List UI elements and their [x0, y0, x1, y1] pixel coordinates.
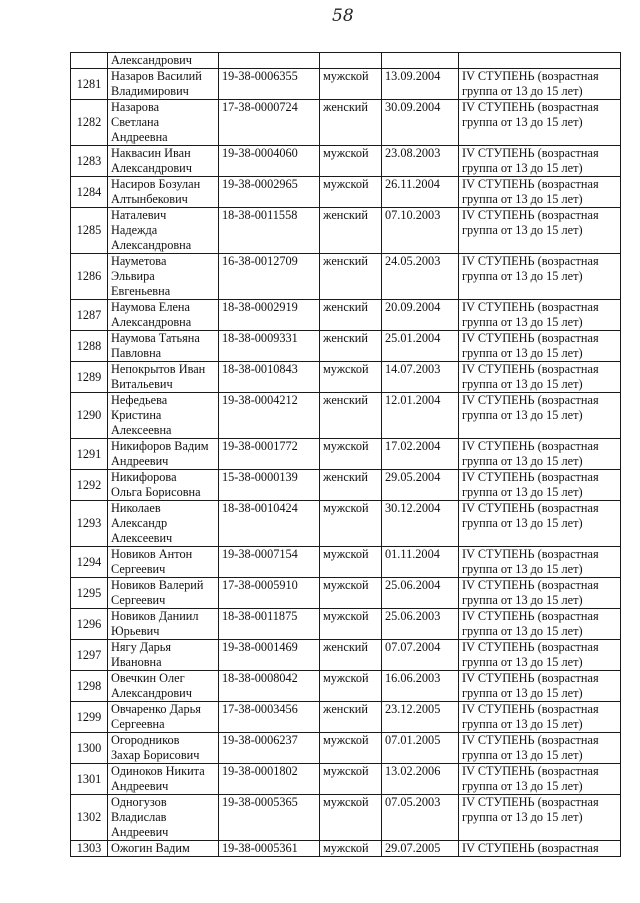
full-name-line: Захар Борисович	[111, 748, 200, 762]
level-line: группа от 13 до 15 лет)	[462, 408, 583, 422]
birth-date: 23.12.2005	[382, 702, 459, 733]
uin-code	[219, 53, 320, 69]
row-number: 1293	[71, 501, 108, 547]
table-row	[71, 439, 621, 470]
full-name-cell	[108, 362, 219, 393]
row-number: 1299	[71, 702, 108, 733]
full-name-line: Ивановна	[111, 655, 162, 669]
gender: мужской	[320, 362, 382, 393]
gender: женский	[320, 100, 382, 146]
full-name-line: Павловна	[111, 346, 162, 360]
level-cell	[459, 208, 621, 254]
table-row	[71, 470, 621, 501]
level-line: IV СТУПЕНЬ (возрастная	[462, 100, 599, 114]
uin-code: 18-38-0010424	[219, 501, 320, 547]
level-line: группа от 13 до 15 лет)	[462, 192, 583, 206]
birth-date: 25.06.2003	[382, 609, 459, 640]
full-name-line: Овечкин Олег	[111, 671, 185, 685]
level-line: группа от 13 до 15 лет)	[462, 84, 583, 98]
level-line: группа от 13 до 15 лет)	[462, 516, 583, 530]
table-row	[71, 702, 621, 733]
full-name-line: Новиков Валерий	[111, 578, 204, 592]
full-name-cell	[108, 177, 219, 208]
full-name-line: Никифорова	[111, 470, 177, 484]
full-name-cell	[108, 53, 219, 69]
level-line: IV СТУПЕНЬ (возрастная	[462, 254, 599, 268]
level-line: IV СТУПЕНЬ (возрастная	[462, 795, 599, 809]
full-name-line: Эльвира	[111, 269, 155, 283]
level-cell	[459, 100, 621, 146]
table-row	[71, 501, 621, 547]
full-name-cell	[108, 254, 219, 300]
level-cell	[459, 439, 621, 470]
row-number: 1303	[71, 841, 108, 857]
row-number: 1295	[71, 578, 108, 609]
table-row	[71, 254, 621, 300]
level-line: IV СТУПЕНЬ (возрастная	[462, 702, 599, 716]
full-name-cell	[108, 795, 219, 841]
level-line: группа от 13 до 15 лет)	[462, 686, 583, 700]
full-name-line: Александр	[111, 516, 168, 530]
full-name-line: Алтынбекович	[111, 192, 188, 206]
birth-date: 30.12.2004	[382, 501, 459, 547]
level-line: IV СТУПЕНЬ (возрастная	[462, 671, 599, 685]
level-line: IV СТУПЕНЬ (возрастная	[462, 331, 599, 345]
row-number: 1292	[71, 470, 108, 501]
level-line: группа от 13 до 15 лет)	[462, 223, 583, 237]
table-row	[71, 69, 621, 100]
uin-code: 19-38-0004212	[219, 393, 320, 439]
birth-date: 20.09.2004	[382, 300, 459, 331]
level-line: группа от 13 до 15 лет)	[462, 485, 583, 499]
level-cell	[459, 69, 621, 100]
full-name-line: Наквасин Иван	[111, 146, 191, 160]
full-name-cell	[108, 69, 219, 100]
full-name-cell	[108, 470, 219, 501]
full-name-cell	[108, 671, 219, 702]
full-name-line: Светлана	[111, 115, 160, 129]
row-number: 1289	[71, 362, 108, 393]
level-cell	[459, 331, 621, 362]
level-line: IV СТУПЕНЬ (возрастная	[462, 547, 599, 561]
row-number: 1296	[71, 609, 108, 640]
table-row	[71, 208, 621, 254]
full-name-cell	[108, 547, 219, 578]
uin-code: 19-38-0001772	[219, 439, 320, 470]
uin-code: 18-38-0011875	[219, 609, 320, 640]
uin-code: 19-38-0001469	[219, 640, 320, 671]
full-name-line: Одногузов	[111, 795, 167, 809]
table-row	[71, 393, 621, 439]
full-name-line: Овчаренко Дарья	[111, 702, 201, 716]
table-row	[71, 795, 621, 841]
row-number: 1291	[71, 439, 108, 470]
table-row	[71, 53, 621, 69]
full-name-line: Нефедьева	[111, 393, 168, 407]
level-cell	[459, 470, 621, 501]
uin-code: 19-38-0002965	[219, 177, 320, 208]
gender: женский	[320, 254, 382, 300]
gender: мужской	[320, 795, 382, 841]
table-body	[71, 53, 621, 857]
level-line: группа от 13 до 15 лет)	[462, 115, 583, 129]
table-row	[71, 841, 621, 857]
level-cell	[459, 764, 621, 795]
full-name-line: Назаров Василий	[111, 69, 202, 83]
table-row	[71, 100, 621, 146]
level-line: IV СТУПЕНЬ (возрастная	[462, 609, 599, 623]
row-number: 1294	[71, 547, 108, 578]
row-number: 1301	[71, 764, 108, 795]
full-name-cell	[108, 393, 219, 439]
uin-code: 19-38-0006237	[219, 733, 320, 764]
uin-code: 16-38-0012709	[219, 254, 320, 300]
uin-code: 18-38-0008042	[219, 671, 320, 702]
level-cell	[459, 146, 621, 177]
table-row	[71, 146, 621, 177]
row-number: 1283	[71, 146, 108, 177]
uin-code: 17-38-0000724	[219, 100, 320, 146]
full-name-cell	[108, 702, 219, 733]
full-name-line: Огородников	[111, 733, 180, 747]
gender: женский	[320, 702, 382, 733]
full-name-line: Новиков Даниил	[111, 609, 199, 623]
birth-date: 25.01.2004	[382, 331, 459, 362]
gender: мужской	[320, 501, 382, 547]
table-row	[71, 640, 621, 671]
level-line: группа от 13 до 15 лет)	[462, 624, 583, 638]
full-name-cell	[108, 501, 219, 547]
level-line: группа от 13 до 15 лет)	[462, 748, 583, 762]
birth-date: 12.01.2004	[382, 393, 459, 439]
full-name-line: Сергеевич	[111, 562, 166, 576]
full-name-line: Владислав	[111, 810, 167, 824]
row-number: 1298	[71, 671, 108, 702]
full-name-line: Наумова Елена	[111, 300, 190, 314]
level-line: группа от 13 до 15 лет)	[462, 562, 583, 576]
birth-date: 29.05.2004	[382, 470, 459, 501]
level-line: группа от 13 до 15 лет)	[462, 810, 583, 824]
uin-code: 15-38-0000139	[219, 470, 320, 501]
full-name-line: Насиров Бозулан	[111, 177, 201, 191]
full-name-line: Надежда	[111, 223, 158, 237]
birth-date: 17.02.2004	[382, 439, 459, 470]
full-name-line: Александровна	[111, 238, 192, 252]
row-number	[71, 53, 108, 69]
gender: мужской	[320, 578, 382, 609]
full-name-cell	[108, 578, 219, 609]
full-name-cell	[108, 841, 219, 857]
level-cell	[459, 609, 621, 640]
full-name-line: Ожогин Вадим	[111, 841, 190, 855]
table-row	[71, 764, 621, 795]
birth-date: 07.10.2003	[382, 208, 459, 254]
uin-code: 19-38-0005365	[219, 795, 320, 841]
birth-date: 07.07.2004	[382, 640, 459, 671]
birth-date: 24.05.2003	[382, 254, 459, 300]
full-name-cell	[108, 609, 219, 640]
table-row	[71, 671, 621, 702]
full-name-cell	[108, 208, 219, 254]
level-line: IV СТУПЕНЬ (возрастная	[462, 362, 599, 376]
row-number: 1288	[71, 331, 108, 362]
full-name-line: Николаев	[111, 501, 161, 515]
level-line: IV СТУПЕНЬ (возрастная	[462, 841, 599, 855]
level-line: IV СТУПЕНЬ (возрастная	[462, 640, 599, 654]
full-name-line: Андреевна	[111, 130, 168, 144]
full-name-line: Одиноков Никита	[111, 764, 205, 778]
full-name-line: Непокрытов Иван	[111, 362, 206, 376]
full-name-cell	[108, 733, 219, 764]
birth-date: 13.02.2006	[382, 764, 459, 795]
gender: женский	[320, 331, 382, 362]
full-name-line: Андреевич	[111, 825, 169, 839]
table-row	[71, 331, 621, 362]
full-name-cell	[108, 331, 219, 362]
level-line: IV СТУПЕНЬ (возрастная	[462, 470, 599, 484]
birth-date: 29.07.2005	[382, 841, 459, 857]
table-row	[71, 609, 621, 640]
gender: женский	[320, 470, 382, 501]
gender: мужской	[320, 547, 382, 578]
uin-code: 18-38-0002919	[219, 300, 320, 331]
level-cell	[459, 501, 621, 547]
level-cell	[459, 640, 621, 671]
level-cell	[459, 841, 621, 857]
gender: мужской	[320, 439, 382, 470]
gender: мужской	[320, 609, 382, 640]
level-line: IV СТУПЕНЬ (возрастная	[462, 733, 599, 747]
level-line: группа от 13 до 15 лет)	[462, 269, 583, 283]
full-name-line: Кристина	[111, 408, 162, 422]
full-name-line: Ольга Борисовна	[111, 485, 201, 499]
full-name-cell	[108, 100, 219, 146]
level-cell	[459, 702, 621, 733]
full-name-line: Нягу Дарья	[111, 640, 172, 654]
level-cell	[459, 362, 621, 393]
row-number: 1297	[71, 640, 108, 671]
table-row	[71, 733, 621, 764]
uin-code: 18-38-0010843	[219, 362, 320, 393]
level-line: IV СТУПЕНЬ (возрастная	[462, 300, 599, 314]
birth-date: 16.06.2003	[382, 671, 459, 702]
uin-code: 19-38-0004060	[219, 146, 320, 177]
birth-date: 23.08.2003	[382, 146, 459, 177]
row-number: 1286	[71, 254, 108, 300]
level-cell	[459, 578, 621, 609]
full-name-line: Наталевич	[111, 208, 167, 222]
level-line: группа от 13 до 15 лет)	[462, 315, 583, 329]
full-name-cell	[108, 640, 219, 671]
level-line: IV СТУПЕНЬ (возрастная	[462, 208, 599, 222]
full-name-cell	[108, 146, 219, 177]
birth-date: 01.11.2004	[382, 547, 459, 578]
uin-code: 19-38-0001802	[219, 764, 320, 795]
level-cell	[459, 393, 621, 439]
birth-date: 25.06.2004	[382, 578, 459, 609]
level-cell	[459, 254, 621, 300]
row-number: 1282	[71, 100, 108, 146]
level-cell	[459, 733, 621, 764]
level-line: группа от 13 до 15 лет)	[462, 717, 583, 731]
birth-date: 30.09.2004	[382, 100, 459, 146]
full-name-line: Александрович	[111, 161, 192, 175]
level-cell	[459, 547, 621, 578]
uin-code: 19-38-0006355	[219, 69, 320, 100]
birth-date: 13.09.2004	[382, 69, 459, 100]
gender: женский	[320, 208, 382, 254]
birth-date: 07.05.2003	[382, 795, 459, 841]
level-line: IV СТУПЕНЬ (возрастная	[462, 578, 599, 592]
full-name-line: Новиков Антон	[111, 547, 193, 561]
full-name-line: Витальевич	[111, 377, 173, 391]
full-name-line: Алексеевна	[111, 423, 172, 437]
level-line: группа от 13 до 15 лет)	[462, 779, 583, 793]
birth-date: 26.11.2004	[382, 177, 459, 208]
gender: мужской	[320, 764, 382, 795]
row-number: 1302	[71, 795, 108, 841]
uin-code: 17-38-0003456	[219, 702, 320, 733]
table-row	[71, 177, 621, 208]
full-name-line: Евгеньевна	[111, 284, 171, 298]
level-line: группа от 13 до 15 лет)	[462, 454, 583, 468]
level-cell	[459, 53, 621, 69]
participants-table	[70, 52, 621, 857]
uin-code: 19-38-0005361	[219, 841, 320, 857]
level-cell	[459, 795, 621, 841]
level-line: группа от 13 до 15 лет)	[462, 346, 583, 360]
row-number: 1287	[71, 300, 108, 331]
gender: женский	[320, 393, 382, 439]
full-name-line: Назарова	[111, 100, 160, 114]
birth-date	[382, 53, 459, 69]
full-name-line: Никифоров Вадим	[111, 439, 209, 453]
birth-date: 14.07.2003	[382, 362, 459, 393]
level-line: группа от 13 до 15 лет)	[462, 593, 583, 607]
row-number: 1300	[71, 733, 108, 764]
gender: мужской	[320, 69, 382, 100]
level-cell	[459, 671, 621, 702]
gender: мужской	[320, 841, 382, 857]
table-row	[71, 578, 621, 609]
level-line: группа от 13 до 15 лет)	[462, 655, 583, 669]
gender: мужской	[320, 146, 382, 177]
full-name-line: Науметова	[111, 254, 167, 268]
full-name-cell	[108, 764, 219, 795]
gender: мужской	[320, 177, 382, 208]
full-name-cell	[108, 439, 219, 470]
level-line: IV СТУПЕНЬ (возрастная	[462, 764, 599, 778]
full-name-line: Андреевич	[111, 779, 169, 793]
full-name-line: Сергеевич	[111, 593, 166, 607]
level-line: группа от 13 до 15 лет)	[462, 377, 583, 391]
full-name-line: Андреевич	[111, 454, 169, 468]
level-line: IV СТУПЕНЬ (возрастная	[462, 177, 599, 191]
table-row	[71, 547, 621, 578]
level-cell	[459, 177, 621, 208]
uin-code: 18-38-0011558	[219, 208, 320, 254]
full-name-line: Александрович	[111, 53, 192, 67]
gender: мужской	[320, 733, 382, 764]
full-name-line: Наумова Татьяна	[111, 331, 200, 345]
gender: женский	[320, 300, 382, 331]
row-number: 1281	[71, 69, 108, 100]
full-name-line: Владимирович	[111, 84, 189, 98]
level-line: IV СТУПЕНЬ (возрастная	[462, 439, 599, 453]
row-number: 1290	[71, 393, 108, 439]
birth-date: 07.01.2005	[382, 733, 459, 764]
gender	[320, 53, 382, 69]
level-line: IV СТУПЕНЬ (возрастная	[462, 69, 599, 83]
gender: женский	[320, 640, 382, 671]
full-name-line: Александрович	[111, 686, 192, 700]
full-name-line: Сергеевна	[111, 717, 165, 731]
row-number: 1285	[71, 208, 108, 254]
full-name-line: Александровна	[111, 315, 192, 329]
table-row	[71, 362, 621, 393]
full-name-line: Алексеевич	[111, 531, 173, 545]
level-line: IV СТУПЕНЬ (возрастная	[462, 146, 599, 160]
gender: мужской	[320, 671, 382, 702]
level-line: IV СТУПЕНЬ (возрастная	[462, 501, 599, 515]
full-name-cell	[108, 300, 219, 331]
table-row	[71, 300, 621, 331]
uin-code: 17-38-0005910	[219, 578, 320, 609]
uin-code: 19-38-0007154	[219, 547, 320, 578]
page-number: 58	[332, 6, 354, 26]
level-line: группа от 13 до 15 лет)	[462, 161, 583, 175]
row-number: 1284	[71, 177, 108, 208]
full-name-line: Юрьевич	[111, 624, 160, 638]
uin-code: 18-38-0009331	[219, 331, 320, 362]
level-cell	[459, 300, 621, 331]
level-line: IV СТУПЕНЬ (возрастная	[462, 393, 599, 407]
